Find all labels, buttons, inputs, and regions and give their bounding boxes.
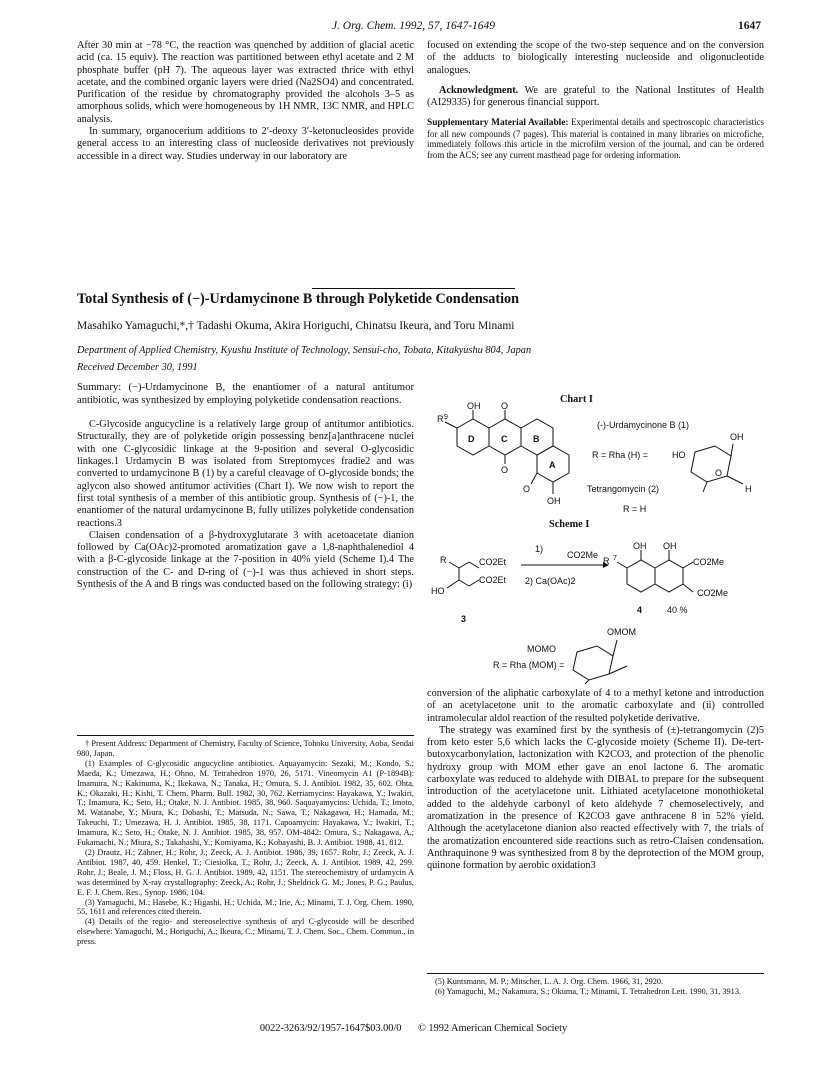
- footnote: (6) Yamaguchi, M.; Nakamura, S.; Okuma, T.; Minami, T. Tetrahedron Lett. 1990, 31, 3913.: [435, 986, 742, 996]
- glutarate-structure: [447, 562, 479, 588]
- ring-b-label: B: [533, 434, 540, 444]
- chart-title: Chart I: [560, 394, 593, 405]
- oh-label: OH: [633, 541, 647, 551]
- supplementary-text: Experimental details and spectroscopic characteristics for all new compounds (7 pages). This material is contained in many libraries on microfiche, immediately follows this article in the microfilm version of the journal, and can be ordered from the ACS; see any current masthead page for ordering information.: [427, 117, 764, 160]
- ring-d-label: D: [468, 434, 475, 444]
- received-date: Received December 30, 1991: [77, 362, 198, 373]
- o-label: O: [501, 401, 509, 411]
- r-definition: R = Rha (H) =: [592, 450, 649, 460]
- page-footer: [0, 1023, 827, 1034]
- article-affiliation: Department of Applied Chemistry, Kyushu Institute of Technology, Sensui-cho, Tobata, Kitakyushu 804, Japan: [77, 345, 532, 356]
- article-divider: [312, 288, 515, 289]
- yield-label: 40 %: [667, 605, 688, 615]
- footnotes-right: [427, 973, 764, 997]
- omom-label: OMOM: [607, 627, 636, 637]
- oh-label: OH: [467, 401, 481, 411]
- o-label: O: [523, 484, 531, 494]
- prev-article-left-column: [77, 40, 414, 163]
- ho-label: HO: [672, 450, 686, 460]
- footnote: (4) Details of the regio- and stereoselective synthesis of aryl C-glycoside will be described elsewhere: Yamaguchi, M.; Horiguchi, A.; Ikeura, C.; Minami, T. J. Chem. Soc., Chem. Commun., in press.: [77, 917, 414, 947]
- r-label: R: [440, 555, 447, 565]
- copyright: © 1992 American Chemical Society: [418, 1023, 568, 1034]
- paragraph: The strategy was examined first by the synthesis of (±)-tetrangomycin (2)5 from keto ester 5,6 which lacks the C-glycoside moiety (Scheme II). De-tert-butoxycarbonylation, lactonization with K2CO3, and protection of the phenolic hydroxy group with MOM ether gave an enol lactone 6. The aromatic carboxylate was reduced to aldehyde with DIBAL to prepare for the subsequent introduction of the acetylacetone unit. Lithiated acetylacetone monothioketal added to the aldehyde carbonyl of keto aldehyde 7 chemoselectively, and aromatization in the presence of K2CO3 gave anthracene 8 in 52% yield. Although the acetylacetone dianion also reacted effectively with 7, the trials of the aromatization encountered side reactions such as retro-Claisen condensation. Anthraquinone 9 was synthesized from 8 by the deprotection of the MOM group, quinone formation by aerobic oxidation3: [427, 724, 764, 872]
- footnote: (1) Examples of C-glycosidic angucycline antibiotics. Aquayamycin: Sezaki, M.; Kondo, S.; Maeda, K.; Umezawa, H.; Ohno, M. Tetrahedron 1970, 26, 5171. Vineomycin A1 (P-1894B): Imamura, N.; Kakinuma, K.; Ikekawa, N.; Tanaka, H.; Omura, S. J. Antibiot. 1982, 35, 602. Ohta, K.; Okazaki, H.; Kishi, T. Chem. Pharm. Bull. 1982, 30, 762. Kerriamycins: Hayakawa, Y.; Iwakiri, T.; Imamura, K.; Seto, H.; Otake, N. J. Antibiot. 1985, 38, 960. Saquayamycins: Uchida, T.; Imoto, M. Watanabe, Y.; Miura, K.; Dobashi, T.; Matsuda, N.; Sawa, T.; Nakagawa, H.; Hamada, M.; Takeuchi, T.; Umezawa, H. J. Antibiot. 1985, 38, 1171. Capoamycin: Hayakawa, Y.; Iwakiri, T.; Imamura, K.; Seto, H.; Otake, N. J. Antibiot. 1985, 38, 957. OM-4842: Omura, S.; Nakagawa, A.; Fukamachi, N.; Miura, S.; Takahashi, Y.; Komiyama, K.; Kobayashi, B. J. Antibiot. 1988, 41, 812.: [77, 758, 414, 848]
- angucycline-structure: [445, 410, 569, 494]
- compound-3-label: 3: [461, 614, 467, 624]
- running-header: J. Org. Chem. 1992, 57, 1647-1649: [331, 20, 496, 32]
- protected-rhamnose-structure: [573, 640, 627, 684]
- compound-1-label: (-)-Urdamycinone B (1): [597, 420, 690, 430]
- acknowledgment: [427, 85, 764, 110]
- paragraph: conversion of the aliphatic carboxylate of 4 to a methyl ketone and introduction of an acetylacetone unit to the aromatic carboxylate and (ii) controlled intramolecular aldol reaction of the resulted polyketide derivative.: [427, 688, 764, 724]
- article-title: Total Synthesis of (−)-Urdamycinone B through Polyketide Condensation: [77, 291, 520, 307]
- paragraph: focused on extending the scope of the two-step sequence and on the conversion of the adducts to biologically interesting nucleoside and oligonucleotide analogues.: [427, 40, 764, 76]
- r-definition: R = H: [623, 504, 647, 514]
- ester-label: CO2Et: [479, 575, 507, 585]
- compound-2-label: Tetrangomycin (2): [587, 484, 660, 494]
- footnotes-left: [77, 735, 414, 947]
- article-left-column: [77, 382, 414, 591]
- footnote: † Present Address: Department of Chemistry, Faculty of Science, Tohoku University, Aoba, Sendai 980, Japan.: [77, 739, 414, 758]
- ester-label: CO2Me: [697, 588, 729, 598]
- naphthalenediol-structure: [617, 550, 693, 592]
- paragraph: C-Glycoside angucycline is a relatively large group of antitumor antibiotics. Structurally, they are of polyketide origin possessing benz[a]anthracene nuclei with one C-glycosidic linkage at the 9-position and several O-glycosidic linkages.1 Urdamycin B was isolated from Streptomyces fradie2 and was converted to urdamycinone B (1) by a careful cleavage of O-glycoside bonds; the aglycon also showed antitumor activities (Chart I). We now wish to report the first total synthesis of a member of this antibiotic group. Synthesis of (−)-1, the enantiomer of the natural urdamycinone B, fully utilizes polyketide condensation reactions.3: [77, 419, 414, 529]
- position-label: 7: [613, 555, 617, 562]
- ring-a-label: A: [549, 460, 556, 470]
- paragraph: In summary, organocerium additions to 2′-deoxy 3′-ketonucleosides provide general access to an interesting class of nucleoside derivatives not previously accessible in a direct way. Studies underway in our laboratory are: [77, 126, 414, 162]
- oh-label: OH: [663, 541, 677, 551]
- scheme-title: Scheme I: [549, 519, 590, 530]
- prev-article-right-column: [427, 40, 764, 160]
- r-label: R: [603, 556, 610, 566]
- chemical-structures-figure: [427, 400, 767, 685]
- h-label: H: [745, 484, 752, 494]
- reagent-label: CO2Me: [567, 550, 599, 560]
- article-code: 0022-3263/92/1957-1647$03.00/0: [259, 1023, 402, 1034]
- acknowledgment-heading: Acknowledgment.: [439, 84, 519, 96]
- step-2-label: 2) Ca(OAc)2: [525, 576, 576, 586]
- step-1-label: 1): [535, 544, 544, 554]
- article-right-column: [427, 688, 764, 872]
- ester-label: CO2Me: [693, 557, 725, 567]
- article-authors: Masahiko Yamaguchi,*,† Tadashi Okuma, Akira Horiguchi, Chinatsu Ikeura, and Toru Minami: [77, 320, 515, 332]
- position-label: 9: [444, 414, 448, 421]
- paragraph: Claisen condensation of a β-hydroxyglutarate 3 with acetoacetate dianion followed by Ca(OAc)2-promoted aromatization gave a 1,8-naphthalenediol 4 with a β-C-glycoside linkage at the 7-position in 40% yield (Scheme I).4 The construction of the C- and D-ring of (−)-1 was thus achieved in short steps. Synthesis of the A and B rings was conducted based on the following strategy: (i): [77, 529, 414, 591]
- o-label: O: [501, 465, 509, 475]
- footnote: (5) Kuntsmann, M. P.; Mitscher, L. A. J. Org. Chem. 1966, 31, 2920.: [435, 977, 664, 986]
- compound-4-label: 4: [637, 605, 643, 615]
- supplementary-heading: Supplementary Material Available:: [427, 118, 569, 129]
- footnote: (2) Drautz, H.; Zähner, H.; Rohr, J.; Zeeck, A. J. Antibiot. 1986, 39, 1657. Rohr, J.; Zeeck, A. J. Antibiot. 1987, 40, 459. Henkel, T.; Ciesiolka, T.; Rohr, J.; Zeeck, A. J. Antibiot. 1989, 42, 299. Rohr, J.; Beale, J. M.; Floss, H. G. J. Antibiot. 1989, 42, 1151. The stereochemistry of urdamycin A was determined by X-ray crystallography: Zeeck, A.; Rohr, J.; Sheldrick G. M.; Jones, P. G.; Paulus, E. F. J. Chem. Res., Synop. 1986, 104.: [77, 847, 414, 897]
- supplementary-material: [427, 117, 764, 160]
- ring-c-label: C: [501, 434, 508, 444]
- footnote: (3) Yamaguchi, M.; Hasebe, K.; Higashi, H.; Uchida, M.; Irie, A.; Minami, T. J. Org. Chem. 1990, 55, 1611 and references cited therein.: [77, 897, 414, 917]
- ho-label: HO: [431, 586, 445, 596]
- momo-label: MOMO: [527, 644, 556, 654]
- page-number: 1647: [738, 20, 761, 32]
- ester-label: CO2Et: [479, 557, 507, 567]
- oh-label: OH: [547, 496, 561, 506]
- oh-label: OH: [730, 432, 744, 442]
- o-label: O: [715, 468, 723, 478]
- summary: Summary: (−)-Urdamycinone B, the enantiomer of a natural antitumor antibiotic, was synthesized by employing polyketide condensation reactions.: [77, 382, 414, 406]
- paragraph: After 30 min at −78 °C, the reaction was quenched by addition of glacial acetic acid (ca. 15 equiv). The reaction was partitioned between ethyl acetate and 2 M phosphate buffer (pH 7). The aqueous layer was extracted thrice with ethyl acetate, and the combined organic layers were dried (Na2SO4) and concentrated. Purification of the residue by chromatography provided the alcohols 3–5 as amorphous solids, which were homogeneous by 1H NMR, 13C NMR, and HPLC analysis.: [77, 40, 414, 125]
- acknowledgment-text: We are grateful to the National Institutes of Health (AI29335) for generous financial support.: [427, 84, 764, 109]
- r-definition: R = Rha (MOM) =: [493, 660, 565, 670]
- r-label: R: [437, 414, 444, 424]
